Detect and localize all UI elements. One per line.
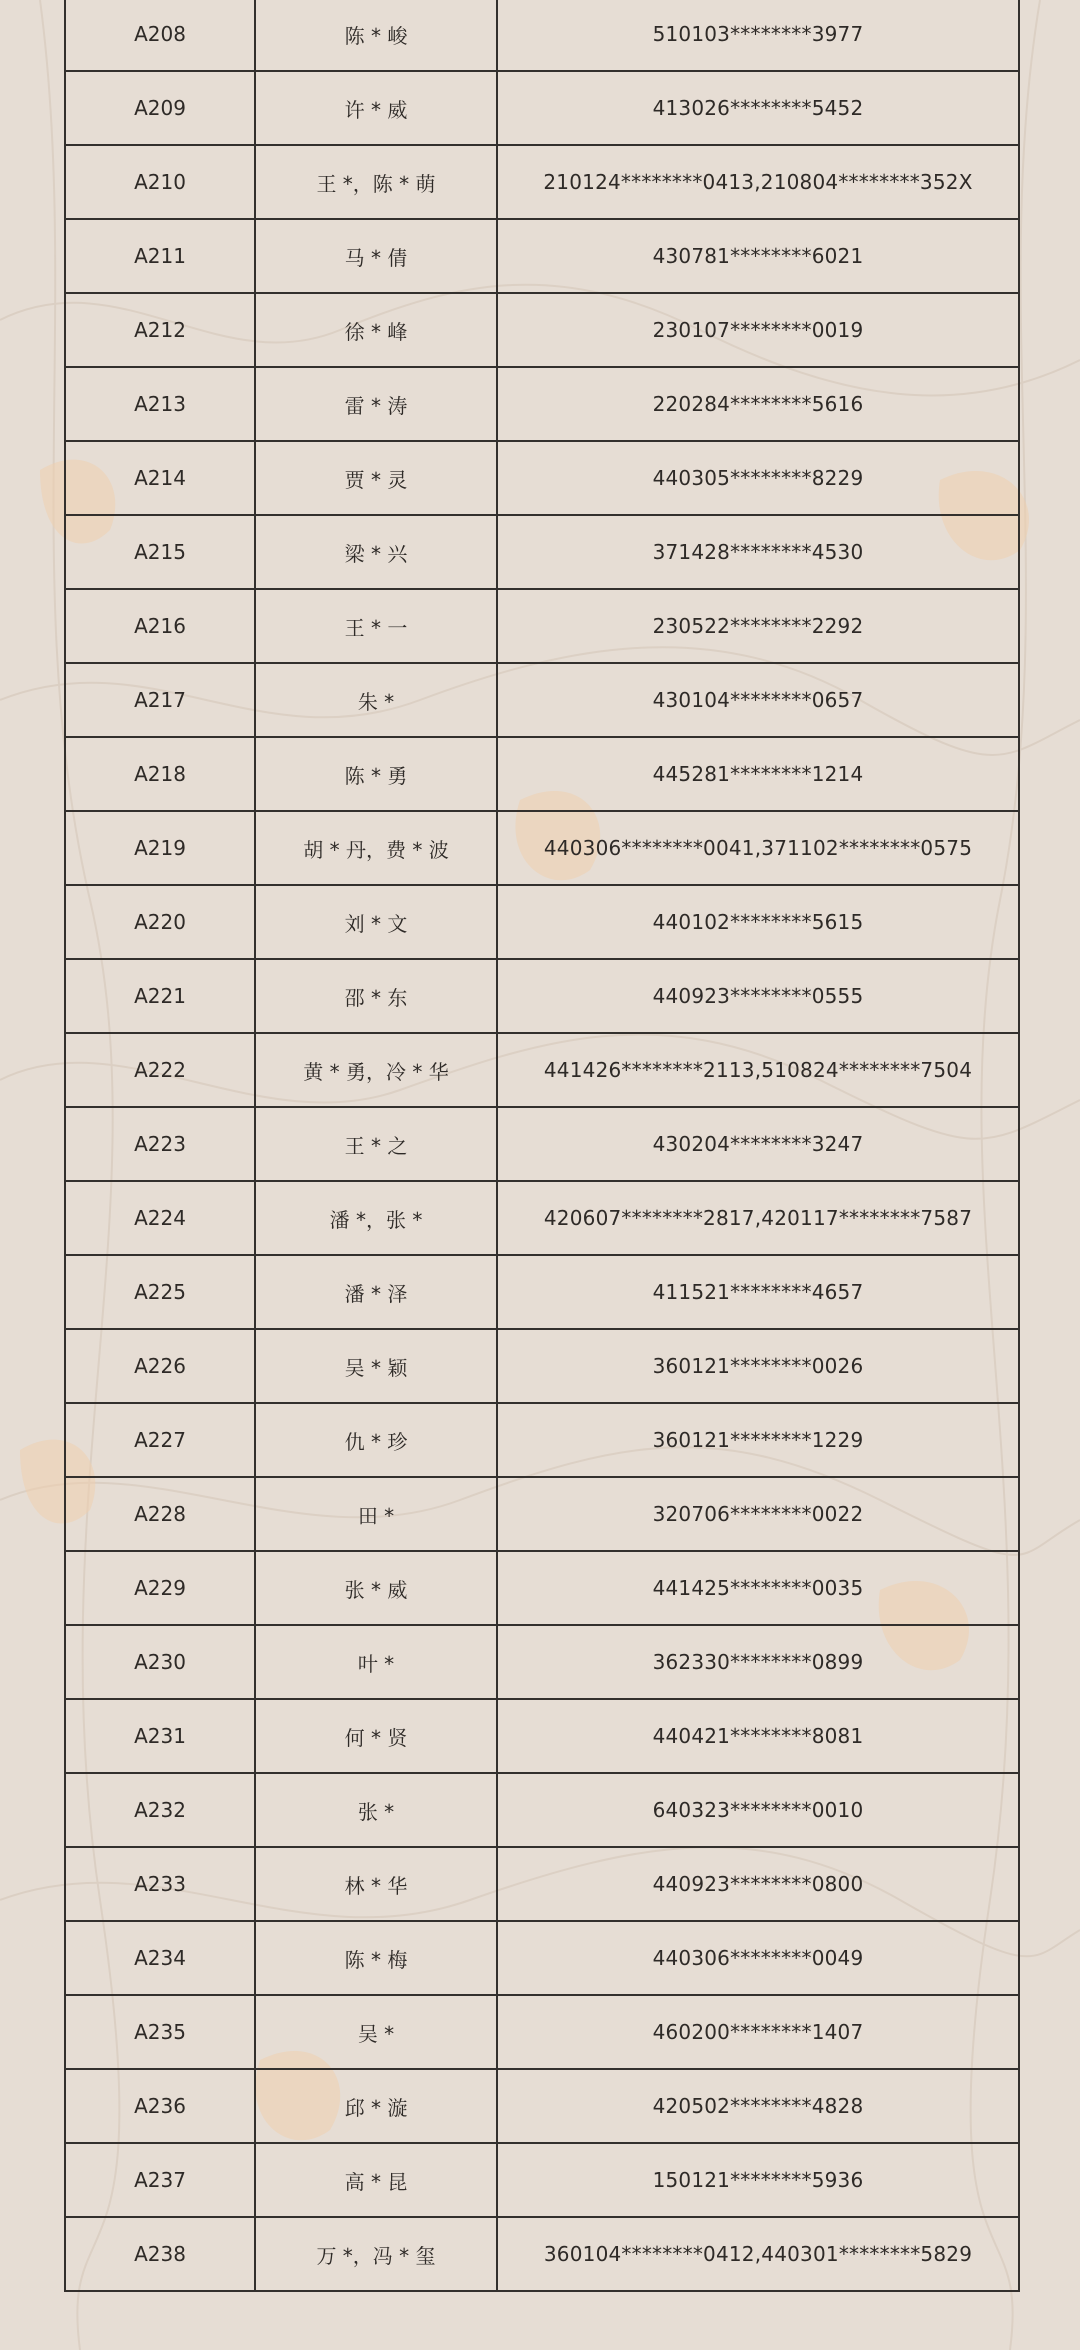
- table-row: [65, 367, 1019, 441]
- cell-name: 朱 *: [255, 663, 497, 737]
- cell-id: A219: [65, 811, 255, 885]
- cell-name: 陈 * 梅: [255, 1921, 497, 1995]
- cell-id: A214: [65, 441, 255, 515]
- cell-idnum: 360121********0026: [497, 1329, 1019, 1403]
- cell-id: A232: [65, 1773, 255, 1847]
- cell-idnum: 440305********8229: [497, 441, 1019, 515]
- cell-idnum: 440923********0555: [497, 959, 1019, 1033]
- cell-name: 潘 * 泽: [255, 1255, 497, 1329]
- cell-idnum: 430104********0657: [497, 663, 1019, 737]
- cell-id: A212: [65, 293, 255, 367]
- cell-id: A225: [65, 1255, 255, 1329]
- cell-id: A229: [65, 1551, 255, 1625]
- cell-id: A238: [65, 2217, 255, 2291]
- cell-id: A216: [65, 589, 255, 663]
- cell-name: 徐 * 峰: [255, 293, 497, 367]
- cell-idnum: 440306********0049: [497, 1921, 1019, 1995]
- table-row: [65, 1403, 1019, 1477]
- cell-idnum: 420607********2817,420117********7587: [497, 1181, 1019, 1255]
- cell-id: A222: [65, 1033, 255, 1107]
- cell-idnum: 371428********4530: [497, 515, 1019, 589]
- cell-name: 张 * 威: [255, 1551, 497, 1625]
- table-row: [65, 1477, 1019, 1551]
- table-row: [65, 2217, 1019, 2291]
- cell-id: A211: [65, 219, 255, 293]
- cell-name: 潘 *，张 *: [255, 1181, 497, 1255]
- table-row: [65, 219, 1019, 293]
- cell-id: A230: [65, 1625, 255, 1699]
- cell-idnum: 220284********5616: [497, 367, 1019, 441]
- table-row: [65, 589, 1019, 663]
- cell-idnum: 420502********4828: [497, 2069, 1019, 2143]
- cell-idnum: 430204********3247: [497, 1107, 1019, 1181]
- cell-id: A235: [65, 1995, 255, 2069]
- cell-idnum: 441426********2113,510824********7504: [497, 1033, 1019, 1107]
- cell-idnum: 230107********0019: [497, 293, 1019, 367]
- cell-name: 邱 * 漩: [255, 2069, 497, 2143]
- cell-idnum: 320706********0022: [497, 1477, 1019, 1551]
- cell-name: 雷 * 涛: [255, 367, 497, 441]
- table-row: [65, 1699, 1019, 1773]
- cell-id: A223: [65, 1107, 255, 1181]
- cell-idnum: 411521********4657: [497, 1255, 1019, 1329]
- table-row: [65, 1921, 1019, 1995]
- cell-idnum: 440923********0800: [497, 1847, 1019, 1921]
- table-row: [65, 2069, 1019, 2143]
- table-row: [65, 1329, 1019, 1403]
- cell-idnum: 430781********6021: [497, 219, 1019, 293]
- table-row: [65, 737, 1019, 811]
- table-row: [65, 71, 1019, 145]
- cell-id: A226: [65, 1329, 255, 1403]
- cell-name: 田 *: [255, 1477, 497, 1551]
- cell-idnum: 230522********2292: [497, 589, 1019, 663]
- cell-name: 陈 * 峻: [255, 0, 497, 71]
- table-row: [65, 145, 1019, 219]
- cell-id: A217: [65, 663, 255, 737]
- cell-name: 吴 *: [255, 1995, 497, 2069]
- cell-name: 邵 * 东: [255, 959, 497, 1033]
- table-row: [65, 1625, 1019, 1699]
- cell-id: A224: [65, 1181, 255, 1255]
- table-body: [65, 0, 1019, 2291]
- cell-idnum: 360121********1229: [497, 1403, 1019, 1477]
- cell-id: A227: [65, 1403, 255, 1477]
- cell-idnum: 440102********5615: [497, 885, 1019, 959]
- table-row: [65, 811, 1019, 885]
- table-row: [65, 663, 1019, 737]
- cell-idnum: 441425********0035: [497, 1551, 1019, 1625]
- cell-id: A221: [65, 959, 255, 1033]
- cell-idnum: 510103********3977: [497, 0, 1019, 71]
- registration-table: [64, 0, 1020, 2292]
- cell-name: 张 *: [255, 1773, 497, 1847]
- cell-name: 黄 * 勇，冷 * 华: [255, 1033, 497, 1107]
- cell-name: 王 *，陈 * 萌: [255, 145, 497, 219]
- table-row: [65, 1773, 1019, 1847]
- cell-name: 许 * 威: [255, 71, 497, 145]
- cell-id: A236: [65, 2069, 255, 2143]
- cell-id: A210: [65, 145, 255, 219]
- table-row: [65, 1847, 1019, 1921]
- table-row: [65, 293, 1019, 367]
- registration-table-container: [64, 0, 1016, 2292]
- cell-id: A218: [65, 737, 255, 811]
- cell-name: 陈 * 勇: [255, 737, 497, 811]
- cell-name: 刘 * 文: [255, 885, 497, 959]
- cell-name: 仇 * 珍: [255, 1403, 497, 1477]
- cell-id: A220: [65, 885, 255, 959]
- cell-name: 胡 * 丹，费 * 波: [255, 811, 497, 885]
- table-row: [65, 2143, 1019, 2217]
- cell-idnum: 440306********0041,371102********0575: [497, 811, 1019, 885]
- cell-name: 万 *，冯 * 玺: [255, 2217, 497, 2291]
- cell-idnum: 440421********8081: [497, 1699, 1019, 1773]
- table-row: [65, 1107, 1019, 1181]
- table-row: [65, 0, 1019, 71]
- table-row: [65, 441, 1019, 515]
- cell-id: A237: [65, 2143, 255, 2217]
- cell-id: A234: [65, 1921, 255, 1995]
- cell-idnum: 445281********1214: [497, 737, 1019, 811]
- cell-name: 林 * 华: [255, 1847, 497, 1921]
- cell-name: 贾 * 灵: [255, 441, 497, 515]
- cell-idnum: 150121********5936: [497, 2143, 1019, 2217]
- cell-idnum: 362330********0899: [497, 1625, 1019, 1699]
- table-row: [65, 1181, 1019, 1255]
- table-row: [65, 1995, 1019, 2069]
- table-row: [65, 885, 1019, 959]
- cell-name: 叶 *: [255, 1625, 497, 1699]
- cell-id: A233: [65, 1847, 255, 1921]
- cell-name: 高 * 昆: [255, 2143, 497, 2217]
- cell-name: 何 * 贤: [255, 1699, 497, 1773]
- cell-name: 王 * 一: [255, 589, 497, 663]
- cell-id: A209: [65, 71, 255, 145]
- table-row: [65, 959, 1019, 1033]
- cell-id: A228: [65, 1477, 255, 1551]
- cell-idnum: 413026********5452: [497, 71, 1019, 145]
- cell-idnum: 360104********0412,440301********5829: [497, 2217, 1019, 2291]
- cell-name: 马 * 倩: [255, 219, 497, 293]
- cell-id: A231: [65, 1699, 255, 1773]
- table-row: [65, 1033, 1019, 1107]
- table-row: [65, 1255, 1019, 1329]
- cell-idnum: 640323********0010: [497, 1773, 1019, 1847]
- cell-name: 吴 * 颖: [255, 1329, 497, 1403]
- cell-id: A215: [65, 515, 255, 589]
- cell-name: 梁 * 兴: [255, 515, 497, 589]
- cell-idnum: 460200********1407: [497, 1995, 1019, 2069]
- table-row: [65, 515, 1019, 589]
- cell-name: 王 * 之: [255, 1107, 497, 1181]
- cell-idnum: 210124********0413,210804********352X: [497, 145, 1019, 219]
- table-row: [65, 1551, 1019, 1625]
- cell-id: A208: [65, 0, 255, 71]
- cell-id: A213: [65, 367, 255, 441]
